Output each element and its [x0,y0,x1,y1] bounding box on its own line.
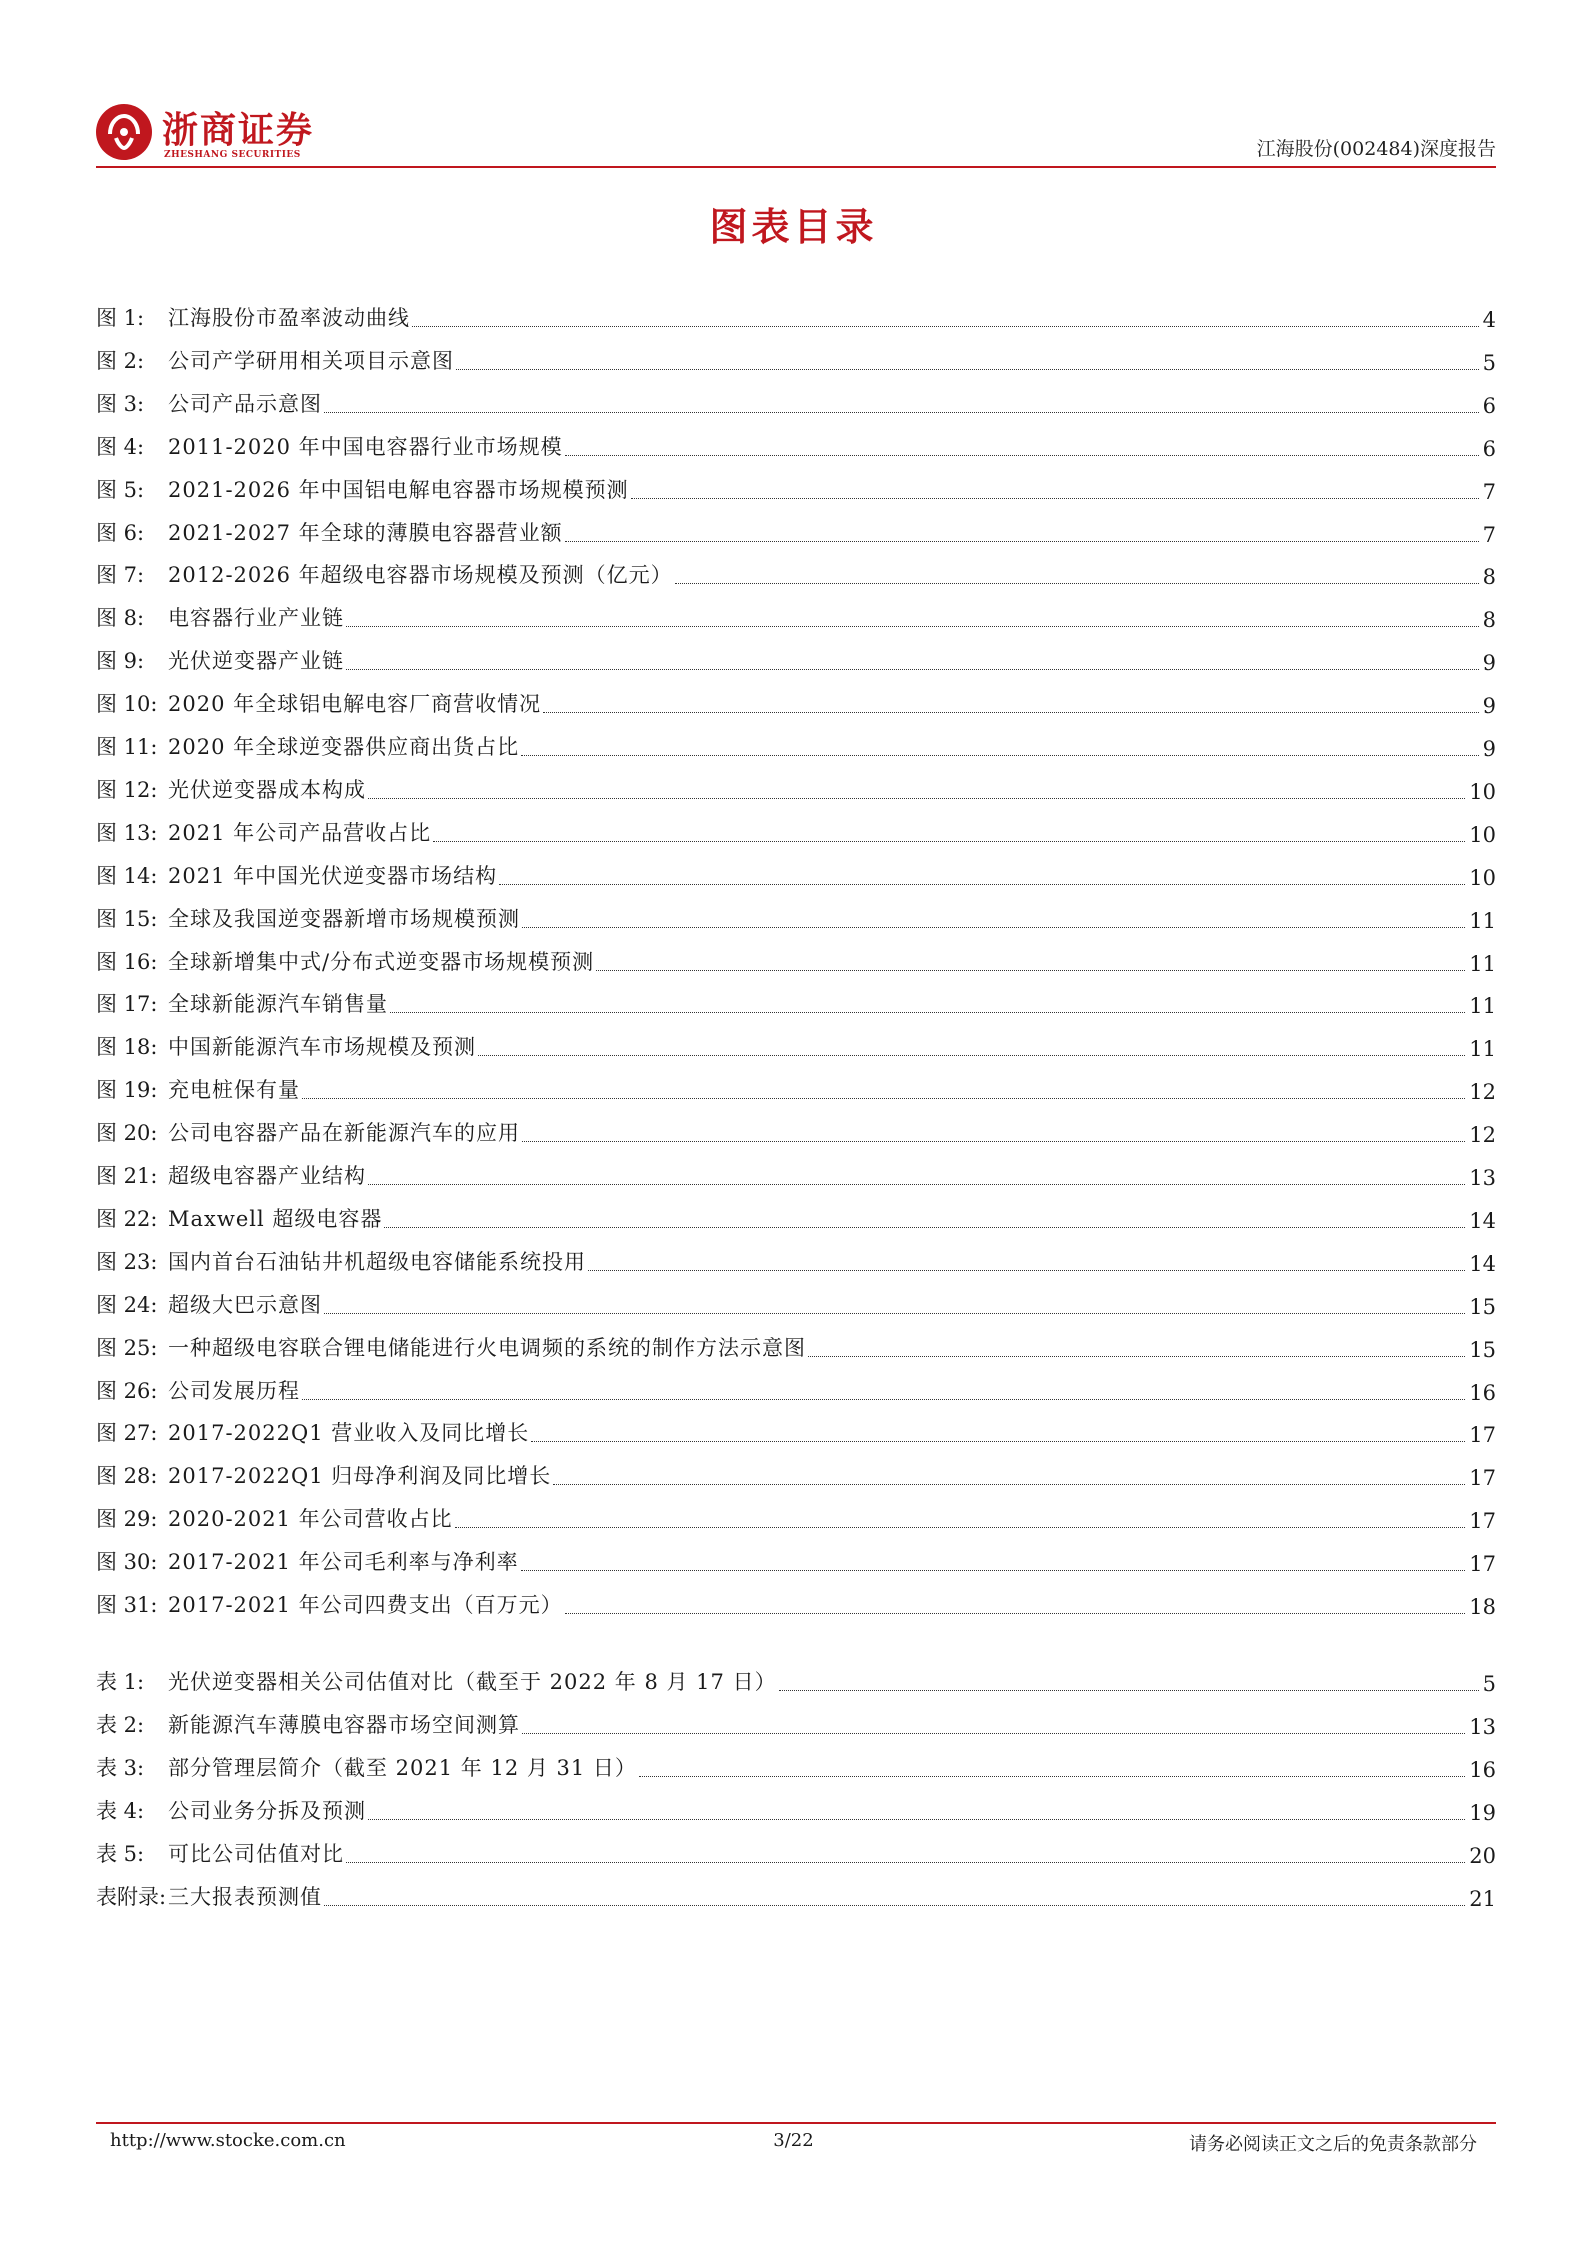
figure-title: Maxwell 超级电容器 [168,1206,383,1231]
figure-page-number: 6 [1482,393,1496,418]
figure-label: 图 3: [96,391,145,416]
dot-leader [302,1399,1465,1400]
figure-label: 图 8: [96,606,145,631]
figure-label: 图 15: [96,906,158,931]
figure-title: 公司发展历程 [168,1378,300,1403]
figure-label: 图 20: [96,1121,158,1146]
figure-title: 2021-2027 年全球的薄膜电容器营业额 [168,520,563,545]
figure-label: 图 26: [96,1378,158,1403]
figure-page-number: 10 [1469,865,1496,890]
figure-entry[interactable] [96,462,1496,504]
figure-label: 图 17: [96,992,158,1017]
figure-label: 图 1: [96,306,145,330]
figure-entry[interactable] [96,848,1496,890]
table-title: 新能源汽车薄膜电容器市场空间测算 [168,1712,520,1737]
dot-leader [324,1905,1465,1906]
table-title: 公司业务分拆及预测 [168,1798,366,1823]
figure-title: 2020 年全球铝电解电容厂商营收情况 [168,692,542,717]
table-page-number: 13 [1469,1714,1496,1739]
figure-page-number: 13 [1469,1166,1496,1190]
figure-entry[interactable] [96,1234,1496,1276]
table-entry[interactable] [96,1826,1496,1868]
table-title: 部分管理层简介（截至 2021 年 12 月 31 日） [168,1755,637,1780]
dot-leader [639,1776,1465,1777]
figure-title: 2021 年中国光伏逆变器市场结构 [168,863,498,888]
dot-leader [324,412,1479,413]
figure-entry[interactable] [96,1062,1496,1104]
figure-page-number: 12 [1469,1123,1496,1148]
table-label: 表 4: [96,1798,145,1823]
figure-entry[interactable] [96,1405,1496,1447]
dot-leader [543,712,1479,713]
table-title: 三大报表预测值 [168,1884,322,1909]
figure-entry[interactable] [96,505,1496,547]
figure-entry[interactable] [96,590,1496,632]
table-label: 表附录: [96,1884,167,1909]
figure-title: 2011-2020 年中国电容器行业市场规模 [168,434,563,459]
table-entry[interactable] [96,1869,1496,1911]
table-entry[interactable] [96,1697,1496,1739]
figure-label: 图 27: [96,1421,158,1446]
figure-entry[interactable] [96,1148,1496,1190]
table-page-number: 5 [1482,1672,1496,1696]
figure-page-number: 7 [1482,522,1496,547]
figure-title: 2020 年全球逆变器供应商出货占比 [168,735,520,759]
figure-entry[interactable] [96,1191,1496,1233]
figure-label: 图 25: [96,1335,158,1360]
table-label: 表 3: [96,1755,145,1780]
figure-title: 全球新增集中式/分布式逆变器市场规模预测 [168,949,595,974]
figure-page-number: 18 [1469,1595,1496,1619]
figure-page-number: 8 [1482,565,1496,590]
figure-page-number: 6 [1482,436,1496,461]
figure-entry[interactable] [96,934,1496,976]
dot-leader [384,1227,1465,1228]
figure-entry[interactable] [96,976,1496,1018]
figure-title: 中国新能源汽车市场规模及预测 [168,1035,476,1060]
header-divider [96,166,1496,168]
figure-title: 全球及我国逆变器新增市场规模预测 [168,906,520,931]
figure-label: 图 13: [96,820,158,845]
figure-page-number: 11 [1469,908,1496,933]
dot-leader [346,626,1479,627]
figure-page-number: 4 [1482,308,1496,332]
figure-entry[interactable] [96,1277,1496,1319]
footer-url[interactable]: http://www.stocke.com.cn [110,2130,346,2151]
figure-entry[interactable] [96,376,1496,418]
figure-entry[interactable] [96,547,1496,589]
figure-label: 图 11: [96,735,158,759]
figure-entry[interactable] [96,633,1496,675]
figure-entry[interactable] [96,1534,1496,1576]
dot-leader [324,1313,1465,1314]
report-name: 江海股份(002484)深度报告 [1256,138,1496,160]
logo-text: 浙商证券 [162,110,315,151]
figure-entry[interactable] [96,1363,1496,1405]
figure-title: 2017-2021 年公司四费支出（百万元） [168,1593,563,1617]
dot-leader [596,970,1465,971]
figure-label: 图 23: [96,1249,158,1274]
figure-title: 2021 年公司产品营收占比 [168,820,432,845]
figure-entry[interactable] [96,1491,1496,1533]
figure-entry[interactable] [96,805,1496,847]
figure-label: 图 21: [96,1164,158,1188]
figure-title: 光伏逆变器成本构成 [168,777,366,802]
figure-page-number: 17 [1469,1552,1496,1577]
figure-page-number: 12 [1469,1080,1496,1105]
figure-label: 图 5: [96,477,145,502]
figure-entry[interactable] [96,1320,1496,1362]
figure-page-number: 5 [1482,350,1496,375]
figure-title: 2017-2021 年公司毛利率与净利率 [168,1550,519,1575]
dot-leader [499,884,1465,885]
figure-title: 光伏逆变器产业链 [168,649,344,674]
figure-label: 图 12: [96,777,158,802]
figure-entry[interactable] [96,333,1496,375]
table-page-number: 19 [1469,1800,1496,1825]
table-label: 表 5: [96,1841,145,1866]
dot-leader [522,1141,1465,1142]
dot-leader [346,669,1479,670]
footer-disclaimer: 请务必阅读正文之后的免责条款部分 [1189,2134,1477,2155]
figure-title: 2020-2021 年公司营收占比 [168,1507,453,1532]
dot-leader [302,1098,1465,1099]
figure-title: 国内首台石油钻井机超级电容储能系统投用 [168,1249,586,1274]
table-page-number: 20 [1469,1843,1496,1868]
figure-entry[interactable] [96,290,1496,332]
zheshang-logo-icon [96,104,152,160]
figure-title: 2021-2026 年中国铝电解电容器市场规模预测 [168,477,629,502]
figure-page-number: 11 [1469,951,1496,976]
figure-label: 图 18: [96,1035,158,1060]
dot-leader [521,1570,1466,1571]
figure-page-number: 17 [1469,1466,1496,1491]
dot-leader [553,1484,1465,1485]
dot-leader [565,1613,1466,1614]
dot-leader [433,841,1465,842]
figure-entry[interactable] [96,1019,1496,1061]
dot-leader [522,927,1465,928]
table-entry[interactable] [96,1740,1496,1782]
table-page-number: 16 [1469,1757,1496,1782]
figure-page-number: 14 [1469,1208,1496,1233]
figure-title: 电容器行业产业链 [168,606,344,631]
figure-page-number: 8 [1482,608,1496,633]
table-page-number: 21 [1469,1886,1496,1911]
table-entry[interactable] [96,1783,1496,1825]
footer-divider [96,2122,1496,2124]
figure-page-number: 16 [1469,1380,1496,1405]
figure-label: 图 14: [96,863,158,888]
figure-title: 公司产品示意图 [168,391,322,416]
figure-title: 2012-2026 年超级电容器市场规模及预测（亿元） [168,563,673,588]
dot-leader [455,1527,1466,1528]
dot-leader [675,583,1479,584]
figure-page-number: 9 [1482,694,1496,719]
figure-label: 图 9: [96,649,145,674]
figure-title: 江海股份市盈率波动曲线 [168,306,410,330]
logo-english-text: ZHESHANG SECURITIES [164,150,301,160]
dot-leader [588,1270,1465,1271]
figure-title: 超级电容器产业结构 [168,1164,366,1188]
figure-label: 图 4: [96,434,145,459]
dot-leader [779,1690,1479,1691]
figure-page-number: 10 [1469,822,1496,847]
dot-leader [531,1441,1465,1442]
dot-leader [390,1012,1465,1013]
figure-page-number: 9 [1482,651,1496,676]
figure-page-number: 17 [1469,1423,1496,1448]
dot-leader [412,326,1479,327]
table-label: 表 1: [96,1670,145,1694]
figure-page-number: 7 [1482,479,1496,504]
figure-page-number: 15 [1469,1337,1496,1362]
figure-label: 图 28: [96,1464,158,1489]
page-title: 图表目录 [709,205,878,249]
dot-leader [521,755,1479,756]
figure-label: 图 16: [96,949,158,974]
figure-label: 图 29: [96,1507,158,1532]
figure-label: 图 24: [96,1292,158,1317]
dot-leader [565,455,1479,456]
figure-page-number: 17 [1469,1509,1496,1534]
figure-label: 图 2: [96,348,145,373]
figure-entry[interactable] [96,1577,1496,1619]
dot-leader [346,1862,1465,1863]
figure-title: 全球新能源汽车销售量 [168,992,388,1017]
figure-entry[interactable] [96,891,1496,933]
dot-leader [368,1184,1465,1185]
figure-page-number: 11 [1469,1037,1496,1062]
figure-entry[interactable] [96,1448,1496,1490]
figure-title: 2017-2022Q1 营业收入及同比增长 [168,1421,530,1446]
figure-entry[interactable] [96,719,1496,761]
figure-entry[interactable] [96,1105,1496,1147]
figure-label: 图 30: [96,1550,158,1575]
figure-label: 图 7: [96,563,145,588]
footer-page-number: 3/22 [773,2130,814,2151]
page-header [96,96,1496,170]
dot-leader [522,1733,1465,1734]
figure-page-number: 14 [1469,1251,1496,1276]
table-title: 光伏逆变器相关公司估值对比（截至于 2022 年 8 月 17 日） [168,1670,777,1694]
figure-title: 2017-2022Q1 归母净利润及同比增长 [168,1464,552,1489]
figure-title: 充电桩保有量 [168,1078,300,1103]
table-entry[interactable] [96,1654,1496,1696]
dot-leader [368,798,1465,799]
dot-leader [808,1356,1465,1357]
figure-title: 超级大巴示意图 [168,1292,322,1317]
figure-entry[interactable] [96,762,1496,804]
figure-entry[interactable] [96,676,1496,718]
figure-title: 公司产学研用相关项目示意图 [168,348,454,373]
figure-label: 图 6: [96,520,145,545]
figure-title: 公司电容器产品在新能源汽车的应用 [168,1121,520,1146]
table-title: 可比公司估值对比 [168,1841,344,1866]
figure-label: 图 31: [96,1593,158,1617]
figure-page-number: 10 [1469,779,1496,804]
dot-leader [368,1819,1465,1820]
figure-entry[interactable] [96,419,1496,461]
dot-leader [456,369,1479,370]
figure-page-number: 11 [1469,994,1496,1019]
figure-label: 图 10: [96,692,158,717]
figure-page-number: 15 [1469,1294,1496,1319]
table-label: 表 2: [96,1712,145,1737]
dot-leader [631,498,1479,499]
figure-label: 图 22: [96,1206,158,1231]
figure-title: 一种超级电容联合锂电储能进行火电调频的系统的制作方法示意图 [168,1335,806,1360]
dot-leader [565,541,1479,542]
dot-leader [478,1055,1465,1056]
figure-label: 图 19: [96,1078,158,1103]
figure-page-number: 9 [1482,737,1496,761]
